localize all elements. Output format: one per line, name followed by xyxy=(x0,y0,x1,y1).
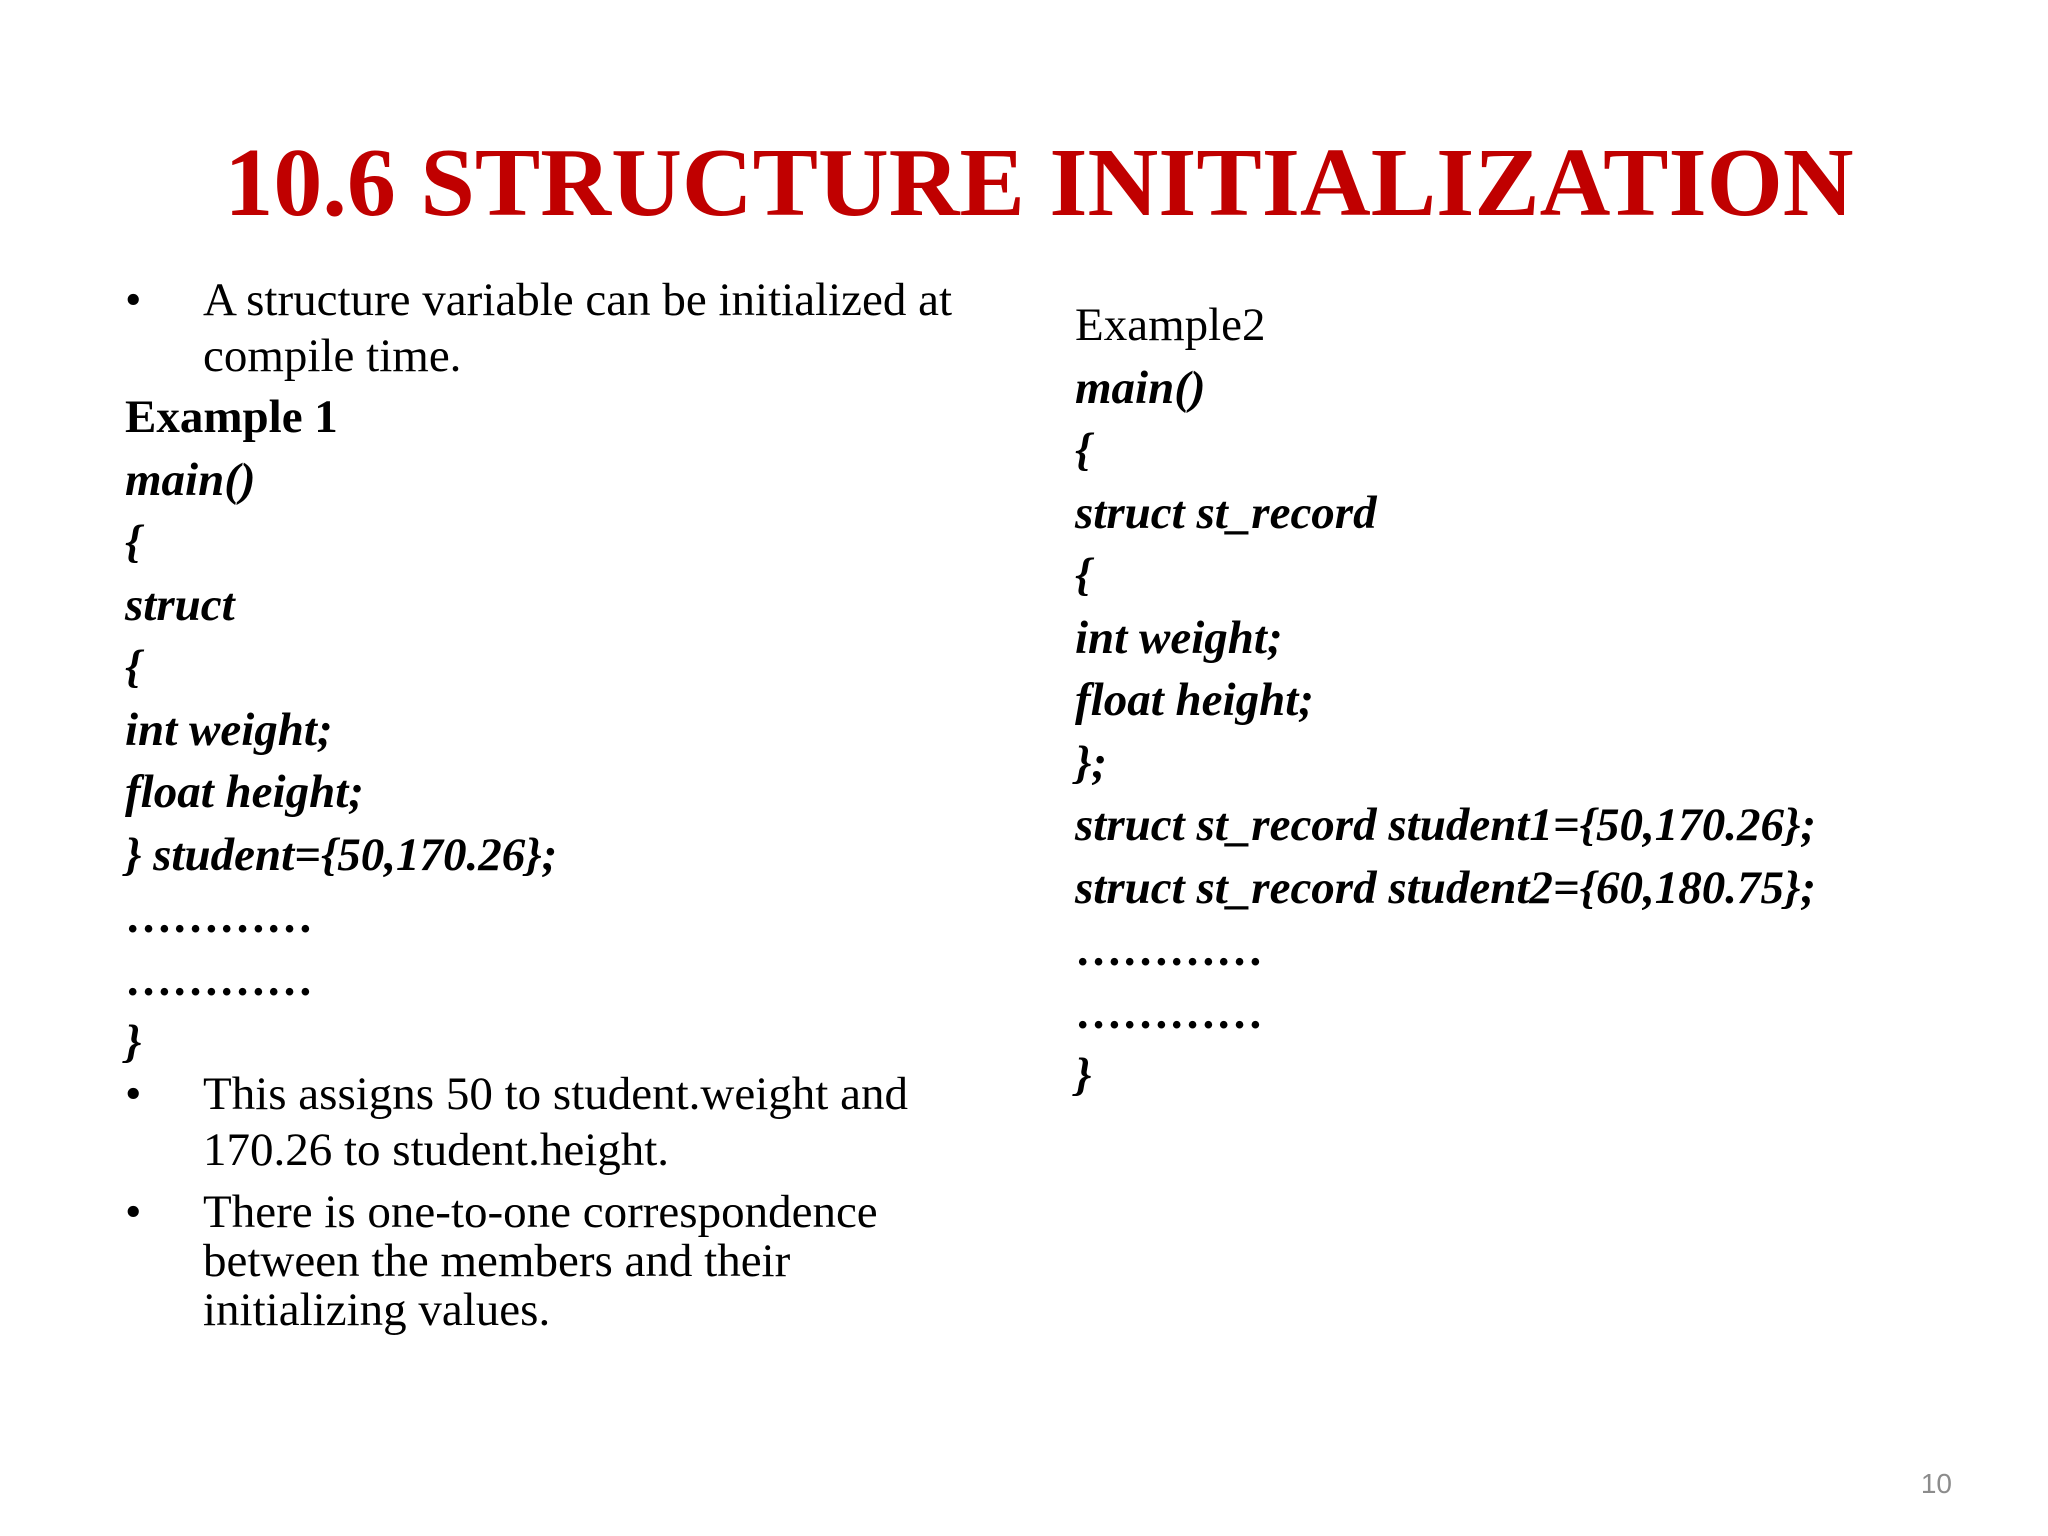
code-line: main() xyxy=(125,453,256,506)
bullet-correspondence xyxy=(125,1185,1005,1336)
code-line: struct st_record student1={50,170.26}; xyxy=(1075,799,1817,851)
code-line: { xyxy=(1075,549,1092,601)
code-line: } student={50,170.26}; xyxy=(125,828,558,881)
bullet-text: A structure variable can be initialized at compile time. xyxy=(203,274,953,382)
code-line: int weight; xyxy=(1075,611,1283,664)
code-line: struct st_record xyxy=(1075,486,1377,539)
left-column xyxy=(125,272,1005,1335)
slide-title: 10.6 STRUCTURE INITIALIZATION xyxy=(224,129,1854,237)
code-line: main() xyxy=(1075,361,1206,414)
bullet-icon: • xyxy=(125,1067,142,1120)
code-line: float height; xyxy=(125,766,364,818)
bullet-compile-time xyxy=(125,272,1005,384)
code-line: struct xyxy=(125,578,235,631)
code-line: int weight; xyxy=(125,703,333,756)
code-line: { xyxy=(125,516,142,568)
code-line: float height; xyxy=(1075,674,1314,726)
bullet-text: This assigns 50 to student.weight and 170.26 to student.height. xyxy=(203,1067,908,1176)
example-2-label: Example2 xyxy=(1075,299,1266,351)
code-line: }; xyxy=(1075,736,1108,789)
bullet-icon: • xyxy=(125,1185,142,1238)
example-1-label: Example 1 xyxy=(125,391,338,443)
code-ellipsis: ………… xyxy=(125,891,313,943)
code-line: { xyxy=(125,641,142,693)
code-line: { xyxy=(1075,424,1092,476)
code-line: struct st_record student2={60,180.75}; xyxy=(1075,861,1817,914)
code-ellipsis: ………… xyxy=(125,953,313,1006)
right-column xyxy=(1075,294,2015,1107)
code-ellipsis: ………… xyxy=(1075,986,1263,1039)
code-line: } xyxy=(125,1016,142,1068)
bullet-assigns xyxy=(125,1066,1005,1178)
bullet-icon: • xyxy=(125,274,142,326)
code-ellipsis: ………… xyxy=(1075,924,1263,976)
code-line: } xyxy=(1075,1049,1092,1101)
bullet-text: There is one-to-one correspondence between the members and their initializing values. xyxy=(203,1185,878,1336)
page-number: 10 xyxy=(1920,1468,1952,1499)
